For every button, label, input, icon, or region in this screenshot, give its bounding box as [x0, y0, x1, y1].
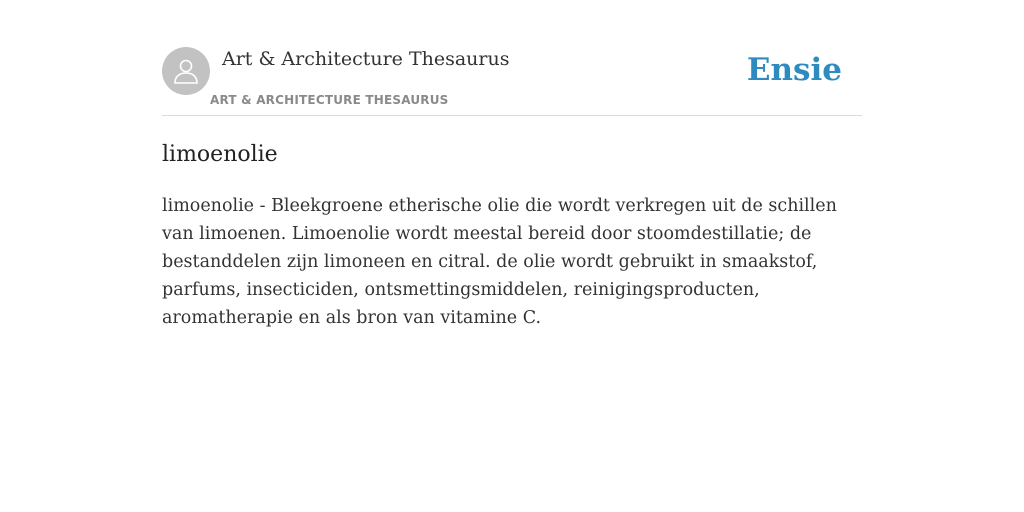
- user-icon: [171, 56, 201, 86]
- definition-text: limoenolie - Bleekgroene etherische olie die wordt verkregen uit de schillen van limoenen. Limoenolie wordt meestal bereid door stoomdestillatie; de bestanddelen zijn limoneen en citral. de olie wordt gebruikt in smaakstof, parfums, insecticiden, ontsmettingsmiddelen, reinigingsproducten, aromatherapie en als bron van vitamine C.: [162, 196, 837, 328]
- header: [162, 47, 862, 116]
- author-name[interactable]: Art & Architecture Thesaurus: [222, 48, 510, 70]
- author-subtitle[interactable]: ART & ARCHITECTURE THESAURUS: [210, 93, 449, 107]
- avatar[interactable]: [162, 47, 210, 95]
- page-title: limoenolie: [162, 142, 278, 167]
- brand-logo[interactable]: Ensie: [746, 52, 842, 88]
